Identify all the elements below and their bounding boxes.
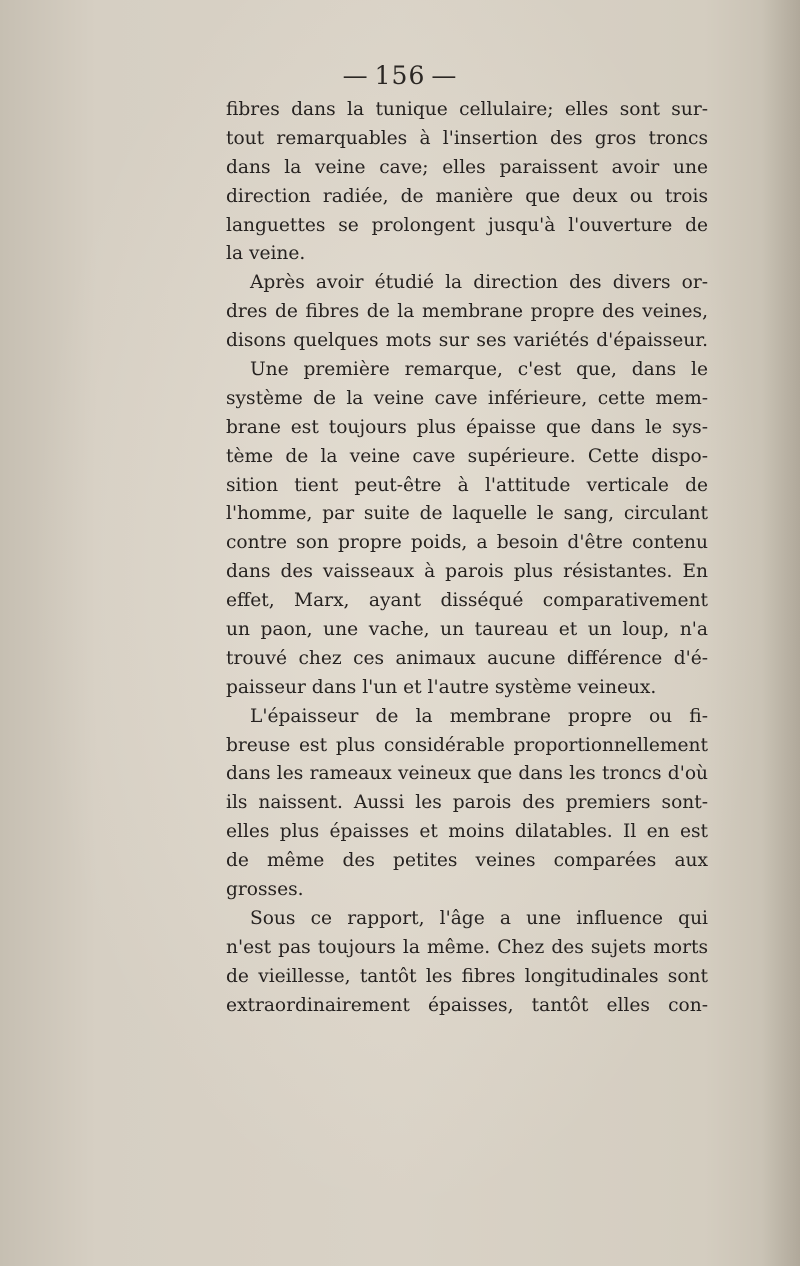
page-number: [0, 60, 800, 92]
text-line: elles plus épaisses et moins dilatables. Il en est: [226, 821, 708, 843]
text-line: système de la veine cave inférieure, cette mem-: [226, 387, 708, 409]
text-line: contre son propre poids, a besoin d'être contenu: [226, 532, 708, 554]
page-edge-shadow: [762, 0, 800, 1266]
text-line: dans des vaisseaux à parois plus résistantes. En: [226, 561, 708, 583]
text-line: dans les rameaux veineux que dans les troncs d'où: [226, 763, 708, 785]
text-line: paisseur dans l'un et l'autre système veineux.: [226, 676, 657, 698]
text-line: Après avoir étudié la direction des divers or-: [250, 272, 708, 294]
text-line: sition tient peut-être à l'attitude verticale de: [226, 474, 708, 496]
text-line: n'est pas toujours la même. Chez des sujets morts: [226, 936, 708, 958]
text-line: tout remarquables à l'insertion des gros troncs: [226, 127, 708, 149]
text-line: brane est toujours plus épaisse que dans le sys-: [226, 416, 708, 438]
text-line: l'homme, par suite de laquelle le sang, circulant: [226, 503, 708, 525]
body-text: [226, 96, 708, 1021]
page-number-dash-right: —: [431, 61, 458, 90]
text-line: L'épaisseur de la membrane propre ou fi-: [250, 705, 708, 727]
text-line: Une première remarque, c'est que, dans le: [250, 359, 708, 381]
text-line: effet, Marx, ayant disséqué comparativement: [226, 590, 708, 612]
text-line: de même des petites veines comparées aux: [226, 850, 708, 872]
text-line: disons quelques mots sur ses variétés d'épaisseur.: [226, 330, 708, 352]
text-line: extraordinairement épaisses, tantôt elles con-: [226, 994, 708, 1016]
page-number-dash-left: —: [342, 61, 369, 90]
text-line: dans la veine cave; elles paraissent avoir une: [226, 156, 708, 178]
text-line: languettes se prolongent jusqu'à l'ouverture de: [226, 214, 708, 236]
page-number-value: 156: [374, 61, 426, 90]
text-line: trouvé chez ces animaux aucune différence d'é-: [226, 647, 708, 669]
text-line: de vieillesse, tantôt les fibres longitudinales sont: [226, 965, 708, 987]
text-line: Sous ce rapport, l'âge a une influence qui: [250, 907, 708, 929]
text-line: direction radiée, de manière que deux ou trois: [226, 185, 708, 207]
text-line: grosses.: [226, 879, 304, 901]
text-line: un paon, une vache, un taureau et un loup, n'a: [226, 619, 708, 641]
text-line: fibres dans la tunique cellulaire; elles sont sur-: [226, 99, 708, 120]
text-line: breuse est plus considérable proportionnellement: [226, 734, 708, 756]
text-line: dres de fibres de la membrane propre des veines,: [226, 301, 708, 323]
text-line: ils naissent. Aussi les parois des premiers sont-: [226, 792, 708, 814]
text-line: tème de la veine cave supérieure. Cette dispo-: [226, 445, 708, 467]
text-line: la veine.: [226, 243, 306, 265]
